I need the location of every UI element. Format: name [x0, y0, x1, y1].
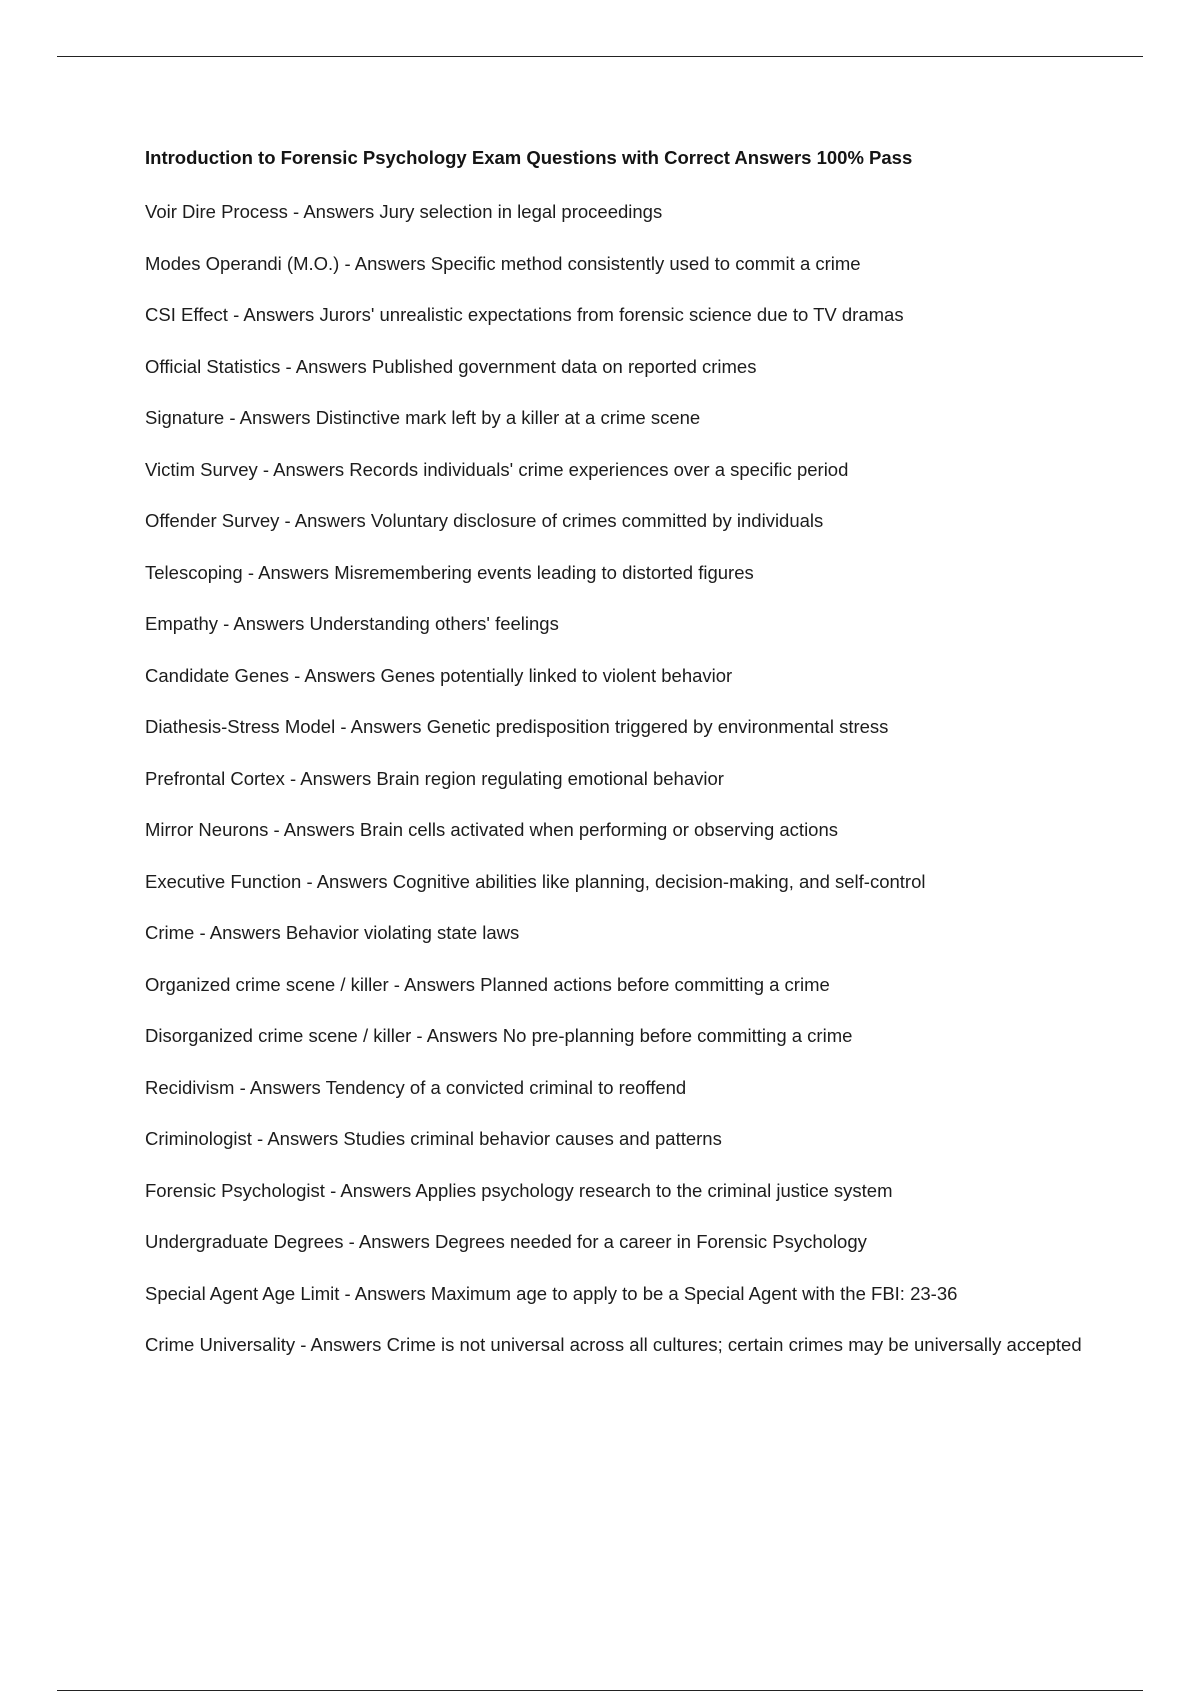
qa-entry: Recidivism - Answers Tendency of a convicted criminal to reoffend [145, 1076, 687, 1098]
qa-entry: Telescoping - Answers Misremembering events leading to distorted figures [145, 561, 754, 583]
qa-entry: CSI Effect - Answers Jurors' unrealistic expectations from forensic science due to TV dramas [145, 304, 904, 325]
qa-entry: Criminologist - Answers Studies criminal behavior causes and patterns [145, 1128, 722, 1149]
qa-entry: Mirror Neurons - Answers Brain cells activated when performing or observing actions [145, 819, 839, 840]
qa-entry: Candidate Genes - Answers Genes potentially linked to violent behavior [145, 664, 733, 686]
document-title: Introduction to Forensic Psychology Exam Questions with Correct Answers 100% Pass [145, 147, 913, 168]
qa-entry: Undergraduate Degrees - Answers Degrees needed for a career in Forensic Psychology [145, 1231, 867, 1252]
header-rule [57, 56, 1143, 57]
qa-entry: Executive Function - Answers Cognitive abilities like planning, decision-making, and self-control [145, 870, 926, 892]
qa-entry: Diathesis-Stress Model - Answers Genetic predisposition triggered by environmental stress [145, 716, 889, 737]
qa-entry: Official Statistics - Answers Published government data on reported crimes [145, 355, 757, 377]
qa-entry: Disorganized crime scene / killer - Answers No pre-planning before committing a crime [145, 1025, 853, 1046]
qa-entry: Victim Survey - Answers Records individuals' crime experiences over a specific period [145, 458, 849, 480]
qa-entry: Forensic Psychologist - Answers Applies psychology research to the criminal justice system [145, 1179, 893, 1201]
qa-entry: Organized crime scene / killer - Answers Planned actions before committing a crime [145, 973, 830, 995]
qa-entry: Voir Dire Process - Answers Jury selection in legal proceedings [145, 201, 663, 222]
qa-entry: Crime Universality - Answers Crime is not universal across all cultures; certain crimes may be universally accepted [145, 1334, 1082, 1355]
qa-entry: Special Agent Age Limit - Answers Maximum age to apply to be a Special Agent with the FBI: 23-36 [145, 1282, 958, 1304]
qa-entry: Crime - Answers Behavior violating state laws [145, 922, 520, 943]
qa-list [145, 196, 1090, 1360]
document-body [145, 144, 1090, 1381]
qa-entry: Prefrontal Cortex - Answers Brain region regulating emotional behavior [145, 767, 724, 789]
qa-entry: Modes Operandi (M.O.) - Answers Specific method consistently used to commit a crime [145, 252, 861, 274]
qa-entry: Offender Survey - Answers Voluntary disclosure of crimes committed by individuals [145, 510, 824, 531]
qa-entry: Empathy - Answers Understanding others' feelings [145, 613, 559, 634]
qa-entry: Signature - Answers Distinctive mark left by a killer at a crime scene [145, 407, 701, 428]
footer-rule [57, 1690, 1143, 1691]
